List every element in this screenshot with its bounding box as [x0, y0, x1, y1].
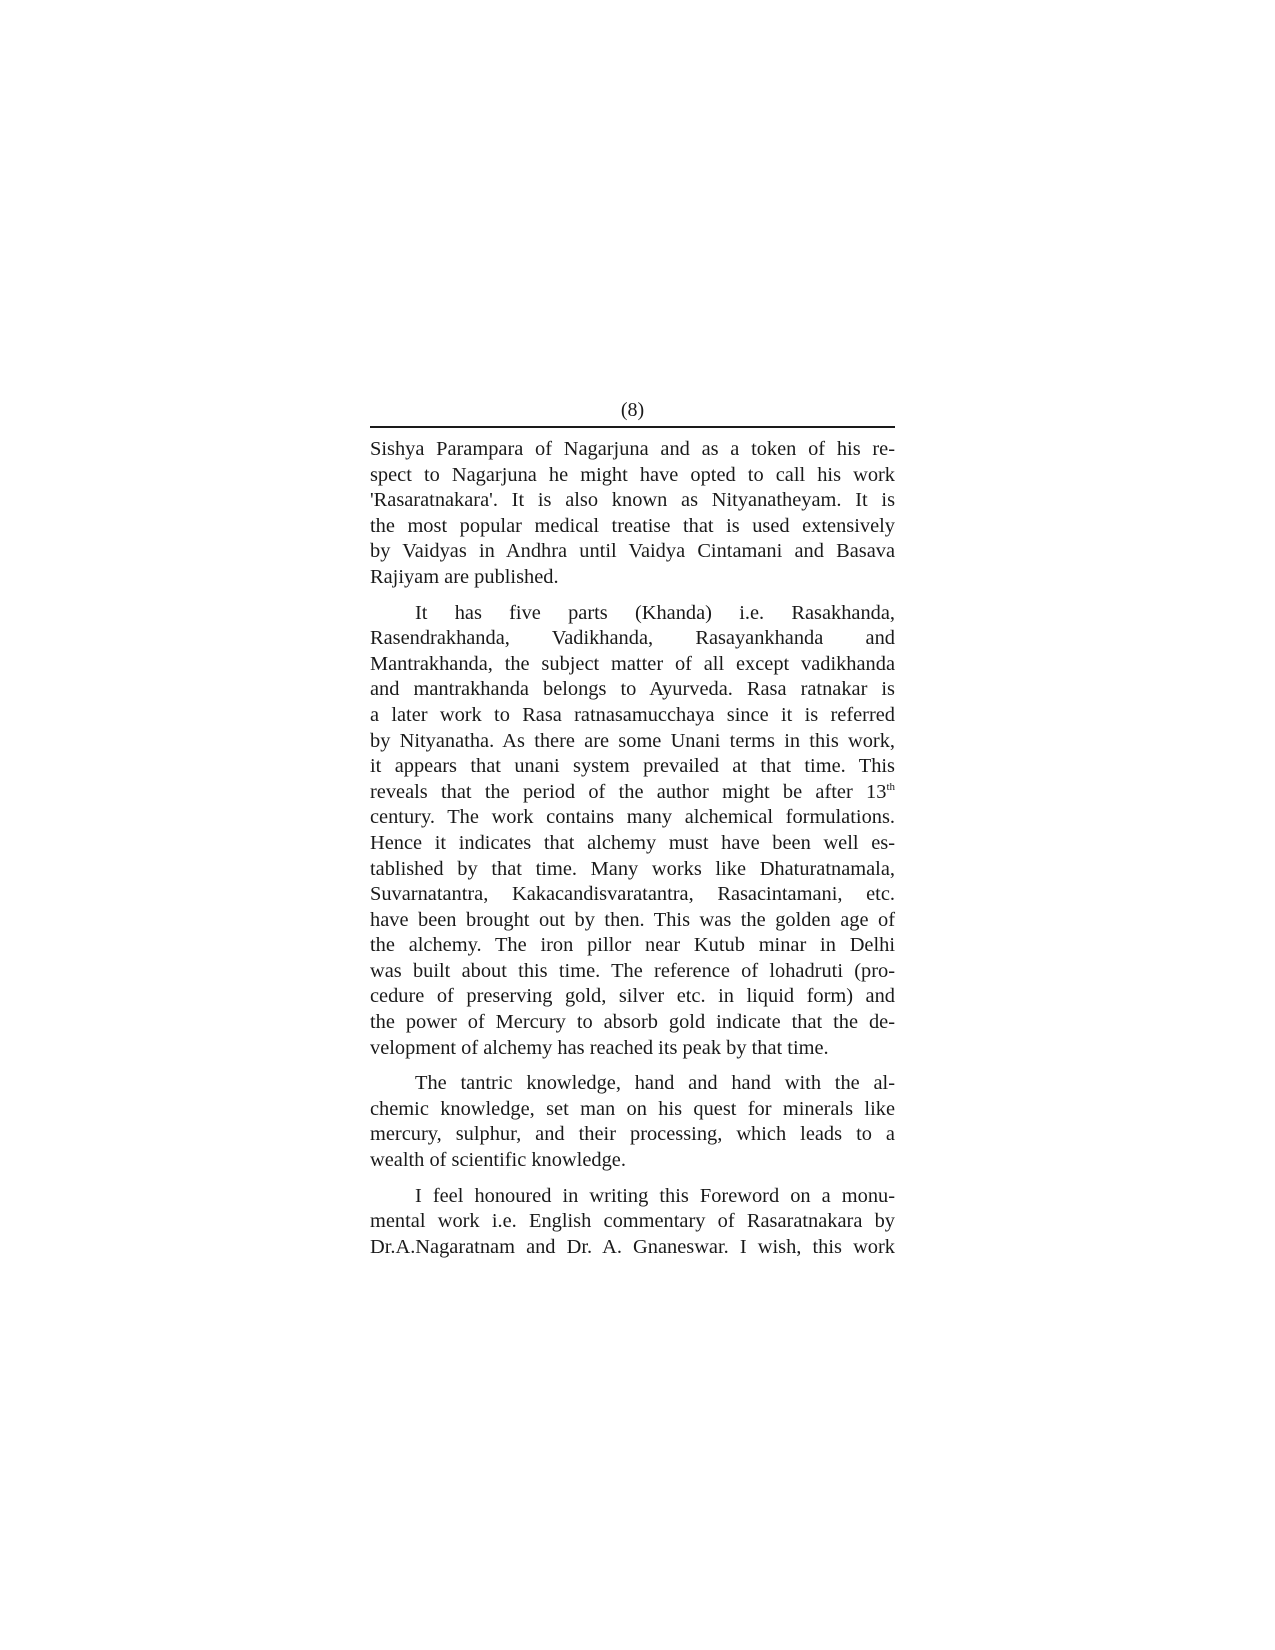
text-line: cedure of preserving gold, silver etc. in liquid form) and	[370, 985, 895, 1008]
text-line: mercury, sulphur, and their processing, which leads to a	[370, 1123, 895, 1146]
text-line: a later work to Rasa ratnasamucchaya since it is referred	[370, 703, 895, 726]
text-line: The tantric knowledge, hand and hand with the al-	[415, 1072, 895, 1095]
text-line: Sishya Parampara of Nagarjuna and as a token of his re-	[370, 438, 895, 460]
text-line: Dr.A.Nagaratnam and Dr. A. Gnaneswar. I wish, this work	[370, 1235, 895, 1258]
text-line: it appears that unani system prevailed at that time. This	[370, 755, 895, 778]
paragraph-3	[370, 1071, 895, 1173]
text-line: was built about this time. The reference of lohadruti (pro-	[370, 959, 895, 982]
paragraph-2	[370, 601, 895, 1062]
text-line: have been brought out by then. This was the golden age of	[370, 908, 895, 931]
text-line: velopment of alchemy has reached its peak by that time.	[370, 1036, 829, 1059]
text-line: by Nityanatha. As there are some Unani terms in this work,	[370, 729, 895, 752]
text-line-with-superscript	[370, 780, 895, 806]
text-line: Hence it indicates that alchemy must have been well es-	[370, 831, 895, 854]
text-line: the most popular medical treatise that is used extensively	[370, 514, 895, 537]
text-line-main: reveals that the period of the author might be after 13	[370, 780, 887, 803]
text-line: the power of Mercury to absorb gold indicate that the de-	[370, 1011, 895, 1034]
text-line: chemic knowledge, set man on his quest for minerals like	[370, 1097, 895, 1120]
text-line: wealth of scientific knowledge.	[370, 1149, 626, 1172]
text-line: 'Rasaratnakara'. It is also known as Nityanatheyam. It is	[370, 489, 895, 512]
text-line: by Vaidyas in Andhra until Vaidya Cintamani and Basava	[370, 540, 895, 563]
text-line: Suvarnatantra, Kakacandisvaratantra, Rasacintamani, etc.	[370, 883, 895, 906]
text-line: mental work i.e. English commentary of Rasaratnakara by	[370, 1210, 895, 1233]
body-text	[370, 437, 895, 1260]
text-line: tablished by that time. Many works like Dhaturatnamala,	[370, 857, 895, 880]
superscript: th	[886, 780, 895, 793]
text-line: I feel honoured in writing this Foreword on a monu-	[415, 1184, 895, 1207]
text-line: It has five parts (Khanda) i.e. Rasakhanda,	[415, 601, 895, 624]
text-line: Mantrakhanda, the subject matter of all except vadikhanda	[370, 652, 895, 675]
page-number: (8)	[620, 399, 645, 421]
text-line: Rajiyam are published.	[370, 565, 559, 588]
text-line: spect to Nagarjuna he might have opted to call his work	[370, 463, 895, 486]
paragraph-4	[370, 1184, 895, 1261]
text-line: century. The work contains many alchemical formulations.	[370, 806, 895, 829]
text-line: and mantrakhanda belongs to Ayurveda. Rasa ratnakar is	[370, 678, 895, 701]
text-line: the alchemy. The iron pillor near Kutub minar in Delhi	[370, 934, 895, 957]
header-rule	[370, 426, 895, 428]
paragraph-1	[370, 437, 895, 591]
text-line: Rasendrakhanda, Vadikhanda, Rasayankhanda and	[370, 627, 895, 650]
